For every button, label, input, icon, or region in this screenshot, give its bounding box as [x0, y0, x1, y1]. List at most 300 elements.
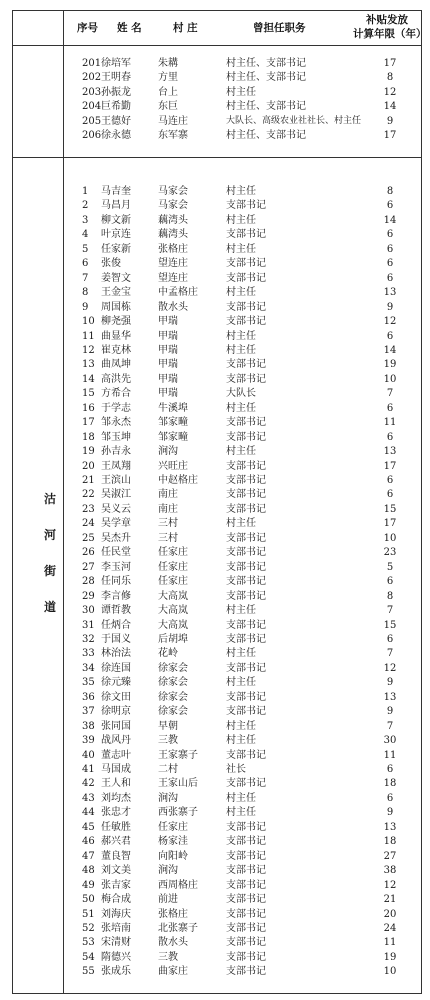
- row-village: 张格庄: [158, 908, 188, 920]
- table-row: [13, 777, 421, 791]
- table-row: [13, 590, 421, 604]
- row-number: 32: [82, 633, 95, 645]
- row-name: 徐连国: [101, 662, 131, 674]
- row-number: 7: [82, 272, 89, 284]
- row-years: 7: [386, 388, 394, 400]
- row-position: 支部书记: [226, 908, 266, 920]
- row-name: 周国栋: [101, 301, 131, 313]
- row-number: 35: [82, 677, 95, 689]
- row-village: 花岭: [158, 648, 178, 660]
- row-name: 宋清财: [101, 937, 131, 949]
- row-years: 6: [386, 272, 394, 284]
- row-position: 村主任: [226, 214, 256, 226]
- row-years: 17: [383, 130, 397, 142]
- row-number: 55: [82, 966, 95, 978]
- row-name: 柳尧强: [101, 316, 131, 328]
- row-number: 18: [82, 431, 95, 443]
- row-number: 201: [82, 58, 102, 69]
- table-row: [13, 633, 421, 647]
- row-years: 6: [386, 633, 394, 645]
- department-char: 河: [43, 528, 56, 542]
- row-village: 望连庄: [158, 258, 188, 270]
- row-position: 支部书记: [226, 850, 266, 862]
- row-name: 方希合: [101, 388, 131, 400]
- row-village: 三教: [158, 951, 178, 963]
- row-years: 6: [386, 229, 394, 241]
- row-position: 村主任: [226, 344, 256, 356]
- row-village: 三村: [158, 518, 178, 530]
- header-years: [353, 13, 427, 41]
- row-position: 支部书记: [226, 619, 266, 631]
- row-position: 支部书记: [226, 922, 266, 934]
- row-number: 1: [82, 186, 89, 197]
- row-village: 散水头: [158, 937, 188, 949]
- row-name: 张忠才: [101, 807, 131, 819]
- table-row: [13, 488, 421, 502]
- row-village: 前进: [158, 894, 178, 906]
- row-number: 42: [82, 778, 95, 790]
- row-name: 徐永德: [101, 130, 131, 142]
- table-row: [13, 676, 421, 690]
- row-name: 吴学章: [101, 518, 131, 530]
- table-row: [13, 214, 421, 228]
- row-number: 206: [82, 130, 102, 142]
- row-number: 11: [82, 330, 95, 342]
- header-village: 村 庄: [173, 22, 198, 34]
- row-years: 10: [383, 966, 397, 978]
- row-position: 支部书记: [226, 576, 266, 588]
- row-village: 马家会: [158, 200, 188, 212]
- row-name: 梅合成: [101, 894, 131, 906]
- row-position: 支部书记: [226, 229, 266, 241]
- row-years: 6: [386, 475, 394, 486]
- row-village: 甲瑞: [158, 388, 178, 400]
- row-village: 后胡埠: [158, 633, 188, 645]
- table-row: [13, 749, 421, 763]
- row-number: 25: [82, 532, 95, 544]
- row-years: 27: [383, 850, 397, 862]
- row-village: 大高岚: [158, 590, 188, 602]
- row-number: 12: [82, 344, 95, 356]
- row-number: 47: [82, 850, 95, 862]
- row-number: 17: [82, 417, 95, 429]
- row-name: 马吉奎: [101, 186, 131, 197]
- row-position: 大队长: [226, 388, 256, 400]
- table-row: [13, 546, 421, 560]
- row-name: 孙吉永: [101, 446, 131, 458]
- row-village: 二村: [158, 764, 178, 775]
- table-row: [13, 561, 421, 575]
- table-row: [13, 922, 421, 936]
- table-row: [13, 517, 421, 531]
- row-number: 39: [82, 735, 95, 747]
- row-number: 19: [82, 446, 95, 458]
- table-row: [13, 864, 421, 878]
- row-position: 支部书记: [226, 836, 266, 848]
- row-number: 2: [82, 200, 89, 212]
- row-years: 7: [386, 605, 394, 617]
- row-years: 11: [383, 417, 397, 429]
- row-years: 14: [383, 344, 397, 356]
- row-position: 村主任: [226, 807, 256, 819]
- row-village: 徐家会: [158, 662, 188, 674]
- row-number: 45: [82, 821, 95, 833]
- row-village: 涧沟: [158, 865, 178, 877]
- data-table: [12, 10, 427, 994]
- row-name: 徐明京: [101, 706, 131, 718]
- row-number: 31: [82, 619, 95, 631]
- row-village: 早朝: [158, 720, 178, 732]
- row-position: 村主任: [226, 330, 256, 342]
- table-row: [13, 575, 421, 589]
- row-years: 6: [386, 431, 394, 443]
- row-years: 21: [383, 894, 397, 906]
- row-name: 叶京连: [101, 229, 131, 241]
- header-years-line2: 计算年限（年）: [353, 28, 427, 40]
- row-position: 支部书记: [226, 359, 266, 371]
- row-name: 吴义云: [101, 503, 131, 515]
- row-position: 村主任: [226, 243, 256, 255]
- row-position: 支部书记: [226, 778, 266, 790]
- table-row: [13, 850, 421, 864]
- table-row: [13, 662, 421, 676]
- row-position: 村主任: [226, 518, 256, 530]
- row-name: 邹永杰: [101, 417, 131, 429]
- row-number: 205: [82, 115, 102, 127]
- row-years: 17: [383, 58, 397, 69]
- row-number: 4: [82, 229, 89, 241]
- row-name: 李言修: [101, 590, 131, 602]
- table-row: [13, 951, 421, 965]
- row-years: 7: [386, 648, 394, 660]
- row-position: 支部书记: [226, 460, 266, 472]
- row-village: 向阳岭: [158, 850, 188, 862]
- row-years: 19: [383, 951, 397, 963]
- row-years: 6: [386, 792, 394, 804]
- table-row: [13, 532, 421, 546]
- row-years: 8: [386, 72, 394, 84]
- row-years: 12: [383, 662, 397, 674]
- row-village: 西张寨子: [158, 807, 198, 819]
- row-number: 14: [82, 373, 95, 385]
- row-name: 高洪先: [101, 373, 131, 385]
- table-row: [13, 893, 421, 907]
- row-village: 西周格庄: [158, 879, 198, 891]
- row-name: 孙振龙: [101, 86, 131, 98]
- table-row: [13, 286, 421, 300]
- row-years: 6: [386, 402, 394, 414]
- row-number: 15: [82, 388, 95, 400]
- row-years: 13: [383, 287, 397, 299]
- table-row: [13, 806, 421, 820]
- row-number: 202: [82, 72, 102, 84]
- row-position: 村主任: [226, 86, 256, 98]
- row-village: 东巨: [158, 101, 178, 113]
- row-village: 邹家疃: [158, 431, 188, 443]
- row-name: 郝兴君: [101, 836, 131, 848]
- row-years: 12: [383, 316, 397, 328]
- row-number: 16: [82, 402, 95, 414]
- row-years: 8: [386, 590, 394, 602]
- row-name: 李玉河: [101, 561, 131, 573]
- row-years: 23: [383, 547, 397, 559]
- row-years: 5: [386, 561, 394, 573]
- row-village: 任家庄: [158, 561, 188, 573]
- row-position: 支部书记: [226, 633, 266, 645]
- row-number: 37: [82, 706, 95, 718]
- row-village: 三教: [158, 735, 178, 747]
- row-village: 邹家疃: [158, 417, 188, 429]
- row-position: 支部书记: [226, 547, 266, 559]
- row-years: 11: [383, 937, 397, 949]
- row-name: 徐培军: [101, 58, 131, 69]
- row-position: 支部书记: [226, 821, 266, 833]
- row-number: 50: [82, 894, 95, 906]
- row-village: 徐家会: [158, 677, 188, 689]
- row-position: 村主任、支部书记: [226, 130, 306, 142]
- row-number: 24: [82, 518, 95, 530]
- table-row: [13, 647, 421, 661]
- row-village: 甲瑞: [158, 316, 178, 328]
- row-name: 柳文新: [101, 214, 131, 226]
- row-years: 20: [383, 908, 397, 920]
- row-number: 30: [82, 605, 95, 617]
- row-village: 甲瑞: [158, 344, 178, 356]
- row-position: 社长: [226, 764, 246, 775]
- header-divider: [13, 45, 421, 46]
- row-position: 村主任: [226, 677, 256, 689]
- row-number: 5: [82, 243, 89, 255]
- table-row: [13, 358, 421, 372]
- row-name: 谭哲教: [101, 605, 131, 617]
- row-years: 11: [383, 749, 397, 761]
- table-row: [13, 257, 421, 271]
- row-name: 张吉家: [101, 879, 131, 891]
- table-row: [13, 416, 421, 430]
- row-village: 望连庄: [158, 272, 188, 284]
- row-village: 任家庄: [158, 821, 188, 833]
- table-row: [13, 965, 421, 979]
- row-position: 村主任、支部书记: [226, 58, 306, 69]
- row-position: 支部书记: [226, 417, 266, 429]
- row-village: 徐家会: [158, 706, 188, 718]
- row-years: 18: [383, 778, 397, 790]
- row-name: 任家新: [101, 243, 131, 255]
- row-years: 12: [383, 86, 397, 98]
- table-row: [13, 445, 421, 459]
- row-position: 大队长、高级农业社社长、村主任: [226, 115, 362, 126]
- row-name: 任敏胜: [101, 821, 131, 833]
- row-name: 曲凤坤: [101, 359, 131, 371]
- section-divider: [13, 157, 421, 158]
- row-number: 36: [82, 691, 95, 703]
- row-name: 隋德兴: [101, 951, 131, 963]
- row-village: 东军寨: [158, 130, 188, 142]
- row-position: 支部书记: [226, 316, 266, 328]
- header-num: 序号: [77, 22, 98, 34]
- row-position: 村主任: [226, 735, 256, 747]
- row-village: 中赵格庄: [158, 475, 198, 486]
- row-years: 12: [383, 879, 397, 891]
- row-number: 9: [82, 301, 89, 313]
- row-years: 8: [386, 186, 394, 197]
- row-village: 王家寨子: [158, 749, 198, 761]
- row-name: 王滨山: [101, 475, 131, 486]
- row-village: 散水头: [158, 301, 188, 313]
- row-name: 曲显华: [101, 330, 131, 342]
- row-position: 村主任、支部书记: [226, 72, 306, 84]
- table-row: [13, 57, 421, 71]
- row-village: 北张寨子: [158, 922, 198, 934]
- row-name: 王金宝: [101, 287, 131, 299]
- row-name: 邹玉坤: [101, 431, 131, 443]
- row-years: 17: [383, 460, 397, 472]
- row-number: 38: [82, 720, 95, 732]
- row-name: 巨希勤: [101, 101, 131, 113]
- row-position: 支部书记: [226, 590, 266, 602]
- row-name: 王凤翔: [101, 460, 131, 472]
- row-name: 刘海庆: [101, 908, 131, 920]
- row-years: 15: [383, 619, 397, 631]
- row-position: 村主任: [226, 186, 256, 197]
- row-years: 10: [383, 532, 397, 544]
- row-number: 10: [82, 316, 95, 328]
- row-name: 于国义: [101, 633, 131, 645]
- row-number: 27: [82, 561, 95, 573]
- header-position: 曾担任职务: [253, 22, 306, 34]
- table-row: [13, 272, 421, 286]
- row-village: 曲家庄: [158, 966, 188, 978]
- row-name: 于学志: [101, 402, 131, 414]
- table-row: [13, 460, 421, 474]
- row-years: 17: [383, 518, 397, 530]
- row-position: 村主任: [226, 402, 256, 414]
- row-years: 15: [383, 503, 397, 515]
- row-name: 王德好: [101, 115, 131, 127]
- row-number: 49: [82, 879, 95, 891]
- row-number: 13: [82, 359, 95, 371]
- table-row: [13, 373, 421, 387]
- row-years: 6: [386, 258, 394, 270]
- row-number: 52: [82, 922, 95, 934]
- row-years: 14: [383, 101, 397, 113]
- table-row: [13, 908, 421, 922]
- row-village: 涧沟: [158, 446, 178, 458]
- row-number: 51: [82, 908, 95, 920]
- table-row: [13, 71, 421, 85]
- row-name: 张培南: [101, 922, 131, 934]
- row-position: 支部书记: [226, 937, 266, 949]
- table-row: [13, 100, 421, 114]
- row-name: 马国成: [101, 764, 131, 775]
- row-position: 村主任: [226, 605, 256, 617]
- row-number: 203: [82, 86, 102, 98]
- row-years: 38: [383, 865, 397, 877]
- table-row: [13, 199, 421, 213]
- row-village: 牛溪埠: [158, 402, 188, 414]
- row-position: 村主任、支部书记: [226, 101, 306, 113]
- row-name: 马昌月: [101, 200, 131, 212]
- row-years: 14: [383, 214, 397, 226]
- row-number: 48: [82, 865, 95, 877]
- row-position: 支部书记: [226, 865, 266, 877]
- row-name: 张俊: [101, 258, 121, 270]
- row-number: 6: [82, 258, 89, 270]
- row-name: 王明春: [101, 72, 131, 84]
- row-village: 张格庄: [158, 243, 188, 255]
- row-years: 6: [386, 330, 394, 342]
- row-village: 涧沟: [158, 792, 178, 804]
- table-row: [13, 734, 421, 748]
- row-position: 村主任: [226, 648, 256, 660]
- row-position: 支部书记: [226, 431, 266, 443]
- row-years: 9: [386, 706, 394, 718]
- header-years-line1: 补贴发放: [366, 14, 408, 26]
- row-number: 3: [82, 214, 89, 226]
- row-years: 10: [383, 373, 397, 385]
- table-row: [13, 691, 421, 705]
- row-name: 刘文美: [101, 865, 131, 877]
- row-position: 支部书记: [226, 662, 266, 674]
- table-row: [13, 792, 421, 806]
- table-row: [13, 129, 421, 143]
- row-village: 台上: [158, 86, 178, 98]
- row-village: 藕湾头: [158, 229, 188, 241]
- row-years: 30: [383, 735, 397, 747]
- table-row: [13, 387, 421, 401]
- row-years: 9: [386, 115, 394, 127]
- row-name: 林治法: [101, 648, 131, 660]
- row-village: 甲瑞: [158, 373, 178, 385]
- row-position: 支部书记: [226, 561, 266, 573]
- header-name: 姓 名: [117, 22, 142, 34]
- row-position: 支部书记: [226, 475, 266, 486]
- department-char: 街: [43, 564, 56, 578]
- row-position: 支部书记: [226, 951, 266, 963]
- row-name: 任民堂: [101, 547, 131, 559]
- row-number: 43: [82, 792, 95, 804]
- row-years: 6: [386, 243, 394, 255]
- row-village: 任家庄: [158, 547, 188, 559]
- table-row: [13, 474, 421, 488]
- row-number: 8: [82, 287, 89, 299]
- row-years: 19: [383, 359, 397, 371]
- row-position: 支部书记: [226, 706, 266, 718]
- row-name: 张同国: [101, 720, 131, 732]
- row-position: 村主任: [226, 792, 256, 804]
- row-village: 甲瑞: [158, 359, 178, 371]
- table-row: [13, 402, 421, 416]
- row-years: 6: [386, 576, 394, 588]
- row-number: 22: [82, 489, 95, 501]
- row-position: 支部书记: [226, 272, 266, 284]
- row-position: 支部书记: [226, 489, 266, 501]
- table-row: [13, 315, 421, 329]
- row-name: 吴淑江: [101, 489, 131, 501]
- row-village: 王家山后: [158, 778, 198, 790]
- row-position: 支部书记: [226, 691, 266, 703]
- row-number: 34: [82, 662, 95, 674]
- row-years: 9: [386, 677, 394, 689]
- row-village: 朱耩: [158, 58, 178, 69]
- row-position: 支部书记: [226, 301, 266, 313]
- row-name: 姜智文: [101, 272, 131, 284]
- table-row: [13, 228, 421, 242]
- row-name: 王人和: [101, 778, 131, 790]
- row-village: 大高岚: [158, 605, 188, 617]
- row-name: 崔克林: [101, 344, 131, 356]
- row-village: 马连庄: [158, 115, 188, 127]
